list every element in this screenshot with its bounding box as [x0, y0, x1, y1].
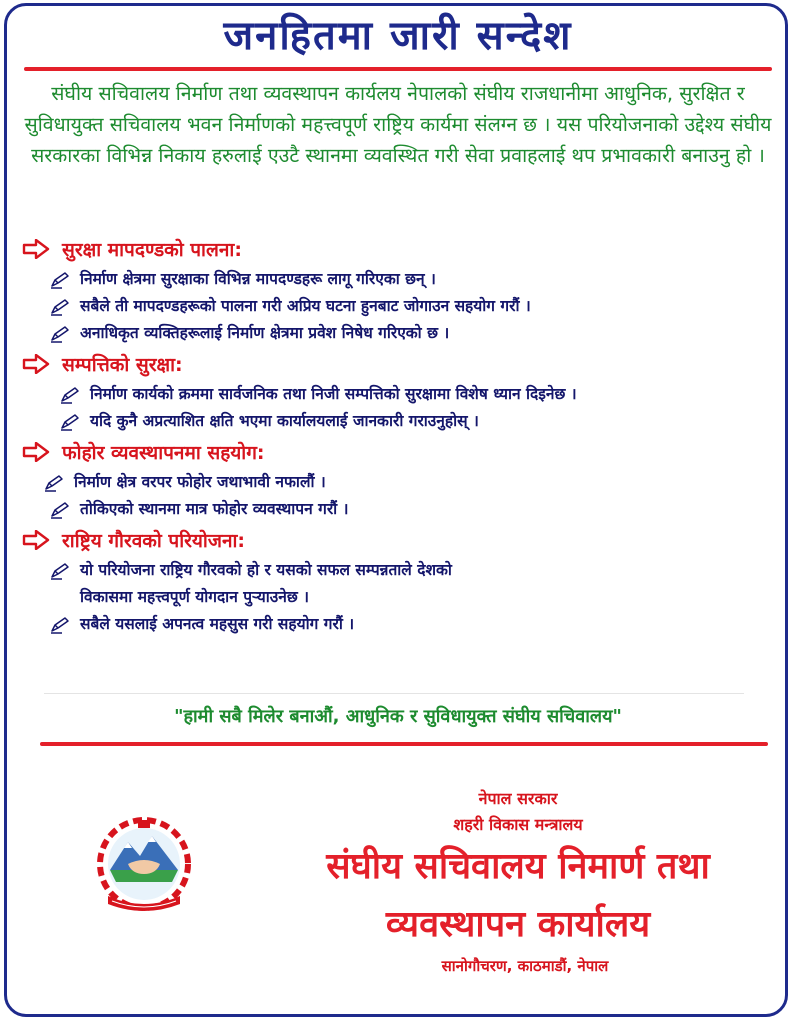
issuer-block: [400, 786, 636, 838]
list-item: [22, 293, 774, 320]
section-waste: [22, 435, 774, 523]
pen-icon: [50, 616, 70, 634]
pen-icon: [44, 474, 64, 492]
ministry-name: शहरी विकास मन्त्रालय: [453, 815, 583, 834]
section-heading: [22, 523, 774, 557]
pen-icon: [60, 386, 80, 404]
list-item-text: अनाधिकृत व्यक्तिहरूलाई निर्माण क्षेत्रमा प्रवेश निषेध गरिएको छ ।: [80, 324, 450, 342]
slogan-underline: [40, 742, 768, 746]
pen-icon: [50, 501, 70, 519]
section-safety: [22, 232, 774, 347]
outline-arrow-icon: [22, 354, 50, 374]
list-item-text: सबैले यसलाई अपनत्व महसुस गरी सहयोग गरौं ।: [80, 615, 355, 633]
page-title: जनहितमा जारी सन्देश: [223, 13, 573, 59]
office-name-line2: व्यवस्थापन कार्यालय: [385, 904, 651, 945]
pen-icon: [50, 271, 70, 289]
section-heading-text: सम्पत्तिको सुरक्षा:: [62, 354, 183, 376]
pen-icon: [50, 298, 70, 316]
list-item-text: यदि कुनै अप्रत्याशित क्षति भएमा कार्यालयलाई जानकारी गराउनुहोस् ।: [90, 412, 479, 430]
list-item: [22, 611, 774, 638]
outline-arrow-icon: [22, 239, 50, 259]
list-item-text: यो परियोजना राष्ट्रिय गौरवको हो र यसको सफल सम्पन्नताले देशको विकासमा महत्त्वपूर्ण योगदान पुर्‍याउनेछ ।: [80, 561, 452, 606]
office-address: सानोगौचरण, काठमाडौं, नेपाल: [441, 957, 609, 975]
list-item: [22, 408, 774, 435]
list-item-text: निर्माण क्षेत्र वरपर फोहोर जथाभावी नफालौं ।: [74, 473, 326, 491]
list-item: [22, 557, 774, 611]
section-heading: [22, 435, 774, 469]
pen-icon: [50, 325, 70, 343]
section-heading-text: फोहोर व्यवस्थापनमा सहयोग:: [62, 442, 265, 464]
section-heading-text: राष्ट्रिय गौरवको परियोजना:: [62, 530, 246, 552]
section-heading-text: सुरक्षा मापदण्डको पालना:: [62, 239, 242, 261]
government-name: नेपाल सरकार: [478, 789, 558, 808]
notice-sections: [22, 232, 774, 638]
list-item-text: निर्माण क्षेत्रमा सुरक्षाका विभिन्न मापदण्डहरू लागू गरिएका छन् ।: [80, 270, 436, 288]
slogan: "हामी सबै मिलेर बनाऔं, आधुनिक र सुविधायुक्त संघीय सचिवालय": [174, 706, 622, 727]
nepal-emblem-icon: [88, 808, 200, 920]
pen-icon: [50, 562, 70, 580]
list-item-text: तोकिएको स्थानमा मात्र फोहोर व्यवस्थापन गरौं ।: [80, 500, 349, 518]
section-national-pride: [22, 523, 774, 638]
intro-paragraph: संघीय सचिवालय निर्माण तथा व्यवस्थापन कार्यलय नेपालको संघीय राजधानीमा आधुनिक, सुरक्षित र सुविधायुक्त सचिवालय भवन निर्माणको महत्त्वपूर्ण राष्ट्रिय कार्यमा संलग्न छ । यस परियोजनाको उद्देश्य संघीय सरकारका विभिन्न निकाय हरुलाई एउटै स्थानमा व्यवस्थित गरी सेवा प्रवाहलाई थप प्रभावकारी बनाउनु हो ।: [24, 82, 772, 167]
list-item: [22, 320, 774, 347]
list-item-text: निर्माण कार्यको क्रममा सार्वजनिक तथा निजी सम्पत्तिको सुरक्षामा विशेष ध्यान दिइनेछ ।: [90, 385, 577, 403]
list-item-text: सबैले ती मापदण्डहरूको पालना गरी अप्रिय घटना हुनबाट जोगाउन सहयोग गरौं ।: [80, 297, 531, 315]
outline-arrow-icon: [22, 442, 50, 462]
outline-arrow-icon: [22, 530, 50, 550]
list-item: [22, 496, 774, 523]
section-property: [22, 347, 774, 435]
pen-icon: [60, 413, 80, 431]
list-item: [22, 381, 774, 408]
section-heading: [22, 232, 774, 266]
section-heading: [22, 347, 774, 381]
list-item: [22, 266, 774, 293]
slogan-divider: [44, 693, 744, 694]
title-underline: [24, 67, 772, 71]
office-name: [240, 838, 796, 954]
office-name-line1: संघीय सचिवालय निमार्ण तथा: [326, 846, 710, 887]
list-item: [22, 469, 774, 496]
